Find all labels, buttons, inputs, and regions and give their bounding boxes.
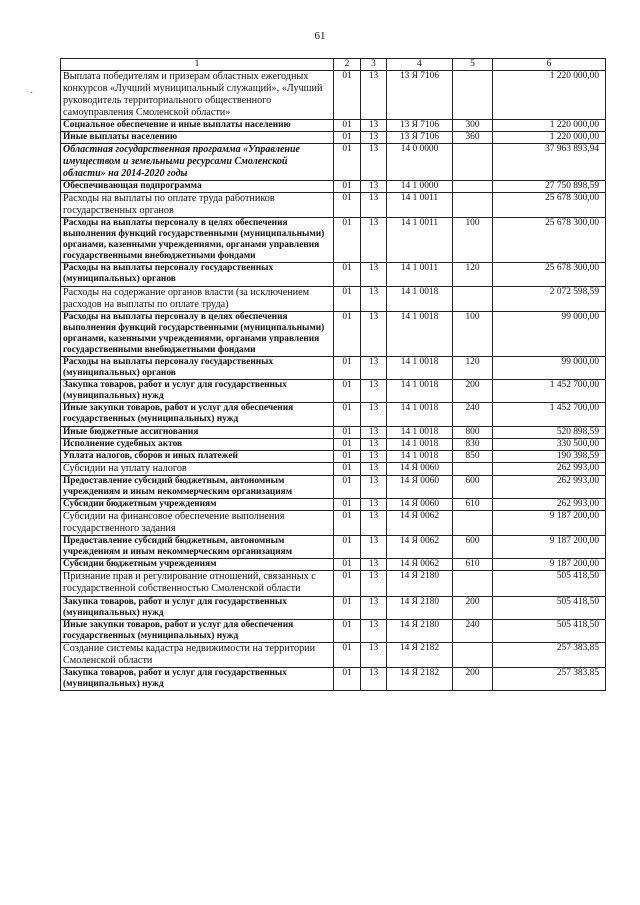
budget-table: [60, 58, 606, 691]
subsection-code-cell: 13: [361, 511, 387, 536]
expense-type-cell: [453, 192, 493, 217]
amount-cell: 9 187 200,00: [493, 559, 606, 571]
row-name-cell: Субсидии бюджетным учреждениям: [61, 559, 334, 571]
table-row: [61, 642, 606, 667]
section-code-cell: 01: [334, 438, 361, 450]
subsection-code-cell: 13: [361, 132, 387, 144]
table-row: [61, 144, 606, 180]
table-row: [61, 511, 606, 536]
target-article-cell: 14 Я 0062: [387, 511, 453, 536]
target-article-cell: 14 Я 0060: [387, 499, 453, 511]
row-name-cell: Иные бюджетные ассигнования: [61, 426, 334, 438]
expense-type-cell: 610: [453, 559, 493, 571]
section-code-cell: 01: [334, 619, 361, 642]
subsection-code-cell: 13: [361, 426, 387, 438]
section-code-cell: 01: [334, 426, 361, 438]
subsection-code-cell: 13: [361, 380, 387, 403]
row-name-cell: Предоставление субсидий бюджетным, автономным учреждениям и иным некоммерческим организациям: [61, 475, 334, 498]
section-code-cell: 01: [334, 217, 361, 262]
page-number: 61: [314, 30, 326, 42]
subsection-code-cell: 13: [361, 286, 387, 311]
table-row: [61, 462, 606, 475]
amount-cell: 505 418,50: [493, 571, 606, 596]
header-col-5: 5: [453, 59, 493, 71]
section-code-cell: 01: [334, 403, 361, 426]
target-article-cell: 14 Я 0062: [387, 559, 453, 571]
subsection-code-cell: 13: [361, 559, 387, 571]
row-name-cell: Создание системы кадастра недвижимости на территории Смоленской области: [61, 642, 334, 667]
expense-type-cell: [453, 286, 493, 311]
table-row: [61, 475, 606, 498]
expense-type-cell: [453, 180, 493, 192]
header-col-3: 3: [361, 59, 387, 71]
table-row: [61, 559, 606, 571]
amount-cell: 9 187 200,00: [493, 511, 606, 536]
target-article-cell: 14 Я 2180: [387, 571, 453, 596]
expense-type-cell: 120: [453, 356, 493, 379]
target-article-cell: 14 Я 0062: [387, 536, 453, 559]
subsection-code-cell: 13: [361, 475, 387, 498]
subsection-code-cell: 13: [361, 450, 387, 462]
row-name-cell: Иные закупки товаров, работ и услуг для обеспечения государственных (муниципальных) нужд: [61, 403, 334, 426]
table-row: [61, 499, 606, 511]
section-code-cell: 01: [334, 311, 361, 356]
target-article-cell: 13 Я 7106: [387, 71, 453, 120]
header-col-2: 2: [334, 59, 361, 71]
section-code-cell: 01: [334, 475, 361, 498]
expense-type-cell: [453, 571, 493, 596]
table-row: [61, 286, 606, 311]
table-row: [61, 132, 606, 144]
row-name-cell: Расходы на выплаты персоналу в целях обеспечения выполнения функций государственными (муниципальными) органами, казенными учреждениями, органами управления государственными внебюджетными фондами: [61, 217, 334, 262]
subsection-code-cell: 13: [361, 356, 387, 379]
target-article-cell: 14 1 0011: [387, 192, 453, 217]
expense-type-cell: 200: [453, 667, 493, 690]
expense-type-cell: 100: [453, 311, 493, 356]
subsection-code-cell: 13: [361, 642, 387, 667]
expense-type-cell: 100: [453, 217, 493, 262]
target-article-cell: 14 1 0018: [387, 311, 453, 356]
table-row: [61, 426, 606, 438]
target-article-cell: 14 Я 0060: [387, 462, 453, 475]
row-name-cell: Выплата победителям и призерам областных ежегодных конкурсов «Лучший муниципальный служащий», «Лучший руководитель территориального общественного самоуправления Смоленской области»: [61, 71, 334, 120]
amount-cell: 1 220 000,00: [493, 120, 606, 132]
table-row: [61, 217, 606, 262]
table-row: [61, 536, 606, 559]
table-row: [61, 192, 606, 217]
target-article-cell: 14 Я 2182: [387, 667, 453, 690]
expense-type-cell: [453, 511, 493, 536]
expense-type-cell: 300: [453, 120, 493, 132]
table-row: [61, 356, 606, 379]
row-name-cell: Обеспечивающая подпрограмма: [61, 180, 334, 192]
expense-type-cell: 360: [453, 132, 493, 144]
target-article-cell: 14 1 0018: [387, 286, 453, 311]
section-code-cell: 01: [334, 596, 361, 619]
target-article-cell: 14 1 0018: [387, 426, 453, 438]
header-col-1: 1: [61, 59, 334, 71]
expense-type-cell: [453, 144, 493, 180]
table-row: [61, 263, 606, 286]
amount-cell: 99 000,00: [493, 356, 606, 379]
expense-type-cell: 200: [453, 596, 493, 619]
section-code-cell: 01: [334, 499, 361, 511]
amount-cell: 1 220 000,00: [493, 71, 606, 120]
expense-type-cell: 120: [453, 263, 493, 286]
expense-type-cell: 830: [453, 438, 493, 450]
amount-cell: 25 678 300,00: [493, 217, 606, 262]
table-row: [61, 619, 606, 642]
table-row: [61, 180, 606, 192]
subsection-code-cell: 13: [361, 120, 387, 132]
target-article-cell: 14 1 0018: [387, 403, 453, 426]
amount-cell: 190 398,59: [493, 450, 606, 462]
amount-cell: 257 383,85: [493, 642, 606, 667]
section-code-cell: 01: [334, 380, 361, 403]
expense-type-cell: 600: [453, 475, 493, 498]
expense-type-cell: 600: [453, 536, 493, 559]
expense-type-cell: [453, 642, 493, 667]
subsection-code-cell: 13: [361, 311, 387, 356]
row-name-cell: Иные закупки товаров, работ и услуг для обеспечения государственных (муниципальных) нужд: [61, 619, 334, 642]
row-name-cell: Иные выплаты населению: [61, 132, 334, 144]
subsection-code-cell: 13: [361, 180, 387, 192]
table-row: [61, 667, 606, 690]
amount-cell: 1 452 700,00: [493, 403, 606, 426]
target-article-cell: 14 1 0011: [387, 217, 453, 262]
subsection-code-cell: 13: [361, 438, 387, 450]
subsection-code-cell: 13: [361, 462, 387, 475]
row-name-cell: Расходы на выплаты персоналу государственных (муниципальных) органов: [61, 356, 334, 379]
amount-cell: 520 898,59: [493, 426, 606, 438]
row-name-cell: Закупка товаров, работ и услуг для государственных (муниципальных) нужд: [61, 667, 334, 690]
amount-cell: 25 678 300,00: [493, 192, 606, 217]
section-code-cell: 01: [334, 192, 361, 217]
amount-cell: 1 452 700,00: [493, 380, 606, 403]
amount-cell: 27 750 898,59: [493, 180, 606, 192]
expense-type-cell: 850: [453, 450, 493, 462]
row-name-cell: Расходы на выплаты по оплате труда работников государственных органов: [61, 192, 334, 217]
target-article-cell: 13 Я 7106: [387, 132, 453, 144]
section-code-cell: 01: [334, 511, 361, 536]
target-article-cell: 14 1 0011: [387, 263, 453, 286]
amount-cell: 2 072 598,59: [493, 286, 606, 311]
section-code-cell: 01: [334, 144, 361, 180]
section-code-cell: 01: [334, 450, 361, 462]
table-row: [61, 403, 606, 426]
expense-type-cell: [453, 71, 493, 120]
section-code-cell: 01: [334, 120, 361, 132]
section-code-cell: 01: [334, 536, 361, 559]
target-article-cell: 14 1 0018: [387, 438, 453, 450]
expense-type-cell: 240: [453, 619, 493, 642]
row-name-cell: Расходы на содержание органов власти (за исключением расходов на выплаты по оплате труда): [61, 286, 334, 311]
table-row: [61, 596, 606, 619]
header-col-6: 6: [493, 59, 606, 71]
target-article-cell: 14 Я 2180: [387, 596, 453, 619]
section-code-cell: 01: [334, 356, 361, 379]
subsection-code-cell: 13: [361, 144, 387, 180]
section-code-cell: 01: [334, 571, 361, 596]
amount-cell: 505 418,50: [493, 596, 606, 619]
table-row: [61, 311, 606, 356]
target-article-cell: 14 Я 0060: [387, 475, 453, 498]
section-code-cell: 01: [334, 667, 361, 690]
amount-cell: 262 993,00: [493, 462, 606, 475]
row-name-cell: Субсидии бюджетным учреждениям: [61, 499, 334, 511]
expense-type-cell: [453, 462, 493, 475]
target-article-cell: 14 1 0018: [387, 450, 453, 462]
row-name-cell: Областная государственная программа «Управление имуществом и земельными ресурсами Смоленской области» на 2014-2020 годы: [61, 144, 334, 180]
subsection-code-cell: 13: [361, 619, 387, 642]
expense-type-cell: 800: [453, 426, 493, 438]
row-name-cell: Закупка товаров, работ и услуг для государственных (муниципальных) нужд: [61, 596, 334, 619]
amount-cell: 262 993,00: [493, 499, 606, 511]
subsection-code-cell: 13: [361, 403, 387, 426]
amount-cell: 37 963 893,94: [493, 144, 606, 180]
table-row: [61, 120, 606, 132]
amount-cell: 330 500,00: [493, 438, 606, 450]
row-name-cell: Уплата налогов, сборов и иных платежей: [61, 450, 334, 462]
amount-cell: 257 383,85: [493, 667, 606, 690]
section-code-cell: 01: [334, 559, 361, 571]
row-name-cell: Субсидии на финансовое обеспечение выполнения государственного задания: [61, 511, 334, 536]
subsection-code-cell: 13: [361, 536, 387, 559]
section-code-cell: 01: [334, 263, 361, 286]
subsection-code-cell: 13: [361, 596, 387, 619]
amount-cell: 9 187 200,00: [493, 536, 606, 559]
amount-cell: 99 000,00: [493, 311, 606, 356]
row-name-cell: Расходы на выплаты персоналу государственных (муниципальных) органов: [61, 263, 334, 286]
expense-type-cell: 200: [453, 380, 493, 403]
row-name-cell: Предоставление субсидий бюджетным, автономным учреждениям и иным некоммерческим организациям: [61, 536, 334, 559]
target-article-cell: 14 1 0000: [387, 180, 453, 192]
header-col-4: 4: [387, 59, 453, 71]
row-name-cell: Расходы на выплаты персоналу в целях обеспечения выполнения функций государственными (муниципальными) органами, казенными учреждениями, органами управления государственными внебюджетными фондами: [61, 311, 334, 356]
target-article-cell: 14 1 0018: [387, 356, 453, 379]
section-code-cell: 01: [334, 132, 361, 144]
table-row: [61, 450, 606, 462]
section-code-cell: 01: [334, 71, 361, 120]
section-code-cell: 01: [334, 642, 361, 667]
amount-cell: 1 220 000,00: [493, 132, 606, 144]
header-row: [61, 59, 606, 71]
expense-type-cell: 240: [453, 403, 493, 426]
section-code-cell: 01: [334, 286, 361, 311]
amount-cell: 505 418,50: [493, 619, 606, 642]
row-name-cell: Признание прав и регулирование отношений, связанных с государственной собственностью Смоленской области: [61, 571, 334, 596]
row-name-cell: Закупка товаров, работ и услуг для государственных (муниципальных) нужд: [61, 380, 334, 403]
row-name-cell: Социальное обеспечение и иные выплаты населению: [61, 120, 334, 132]
target-article-cell: 13 Я 7106: [387, 120, 453, 132]
subsection-code-cell: 13: [361, 71, 387, 120]
table-row: [61, 380, 606, 403]
subsection-code-cell: 13: [361, 499, 387, 511]
amount-cell: 25 678 300,00: [493, 263, 606, 286]
expense-type-cell: 610: [453, 499, 493, 511]
table-row: [61, 71, 606, 120]
row-name-cell: Субсидии на уплату налогов: [61, 462, 334, 475]
table-row: [61, 571, 606, 596]
subsection-code-cell: 13: [361, 667, 387, 690]
target-article-cell: 14 Я 2182: [387, 642, 453, 667]
target-article-cell: 14 1 0018: [387, 380, 453, 403]
table-row: [61, 438, 606, 450]
subsection-code-cell: 13: [361, 217, 387, 262]
subsection-code-cell: 13: [361, 571, 387, 596]
section-code-cell: 01: [334, 180, 361, 192]
subsection-code-cell: 13: [361, 263, 387, 286]
scan-mark: ·: [30, 88, 34, 99]
section-code-cell: 01: [334, 462, 361, 475]
target-article-cell: 14 Я 2180: [387, 619, 453, 642]
row-name-cell: Исполнение судебных актов: [61, 438, 334, 450]
target-article-cell: 14 0 0000: [387, 144, 453, 180]
amount-cell: 262 993,00: [493, 475, 606, 498]
subsection-code-cell: 13: [361, 192, 387, 217]
